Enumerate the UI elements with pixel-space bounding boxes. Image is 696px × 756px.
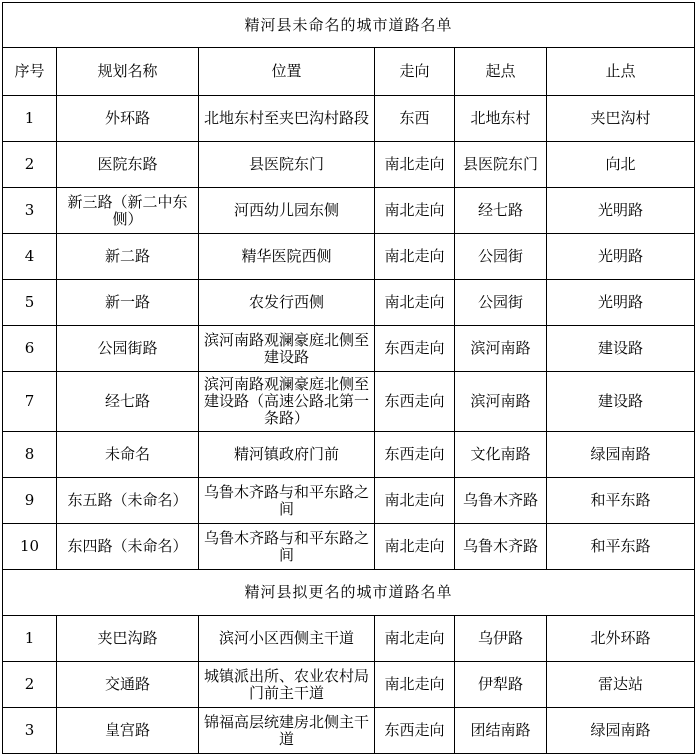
row-index-cell: 8 [3,432,57,478]
direction-cell: 东西走向 [375,432,455,478]
planned-name-cell: 皇宫路 [57,708,199,754]
planned-name-cell: 东四路（未命名） [57,524,199,570]
location-cell: 河西幼儿园东侧 [199,188,375,234]
table-row [3,662,695,708]
direction-cell: 东西走向 [375,326,455,372]
row-index-cell: 3 [3,188,57,234]
end-point-cell: 和平东路 [547,524,695,570]
header-direction: 走向 [375,48,455,96]
planned-name-cell: 夹巴沟路 [57,616,199,662]
row-index-cell: 5 [3,280,57,326]
row-index-cell: 1 [3,96,57,142]
end-point-cell: 夹巴沟村 [547,96,695,142]
table2-title-row [3,570,695,616]
row-index-cell: 1 [3,616,57,662]
road-list-body [3,3,695,754]
planned-name-cell: 经七路 [57,372,199,432]
start-point-cell: 公园街 [455,234,547,280]
row-index-cell: 10 [3,524,57,570]
table-row [3,234,695,280]
location-cell: 城镇派出所、农业农村局门前主干道 [199,662,375,708]
direction-cell: 南北走向 [375,662,455,708]
table-row [3,326,695,372]
direction-cell: 南北走向 [375,234,455,280]
start-point-cell: 滨河南路 [455,372,547,432]
planned-name-cell: 未命名 [57,432,199,478]
location-cell: 精华医院西侧 [199,234,375,280]
end-point-cell: 雷达站 [547,662,695,708]
start-point-cell: 乌鲁木齐路 [455,524,547,570]
start-point-cell: 文化南路 [455,432,547,478]
table-row [3,524,695,570]
planned-name-cell: 外环路 [57,96,199,142]
row-index-cell: 2 [3,662,57,708]
table-row [3,708,695,754]
row-index-cell: 9 [3,478,57,524]
row-index-cell: 2 [3,142,57,188]
end-point-cell: 绿园南路 [547,432,695,478]
table1-title-row [3,3,695,48]
direction-cell: 南北走向 [375,478,455,524]
start-point-cell: 团结南路 [455,708,547,754]
table-row [3,188,695,234]
location-cell: 滨河小区西侧主干道 [199,616,375,662]
start-point-cell: 公园街 [455,280,547,326]
location-cell: 乌鲁木齐路与和平东路之间 [199,478,375,524]
end-point-cell: 光明路 [547,234,695,280]
end-point-cell: 光明路 [547,188,695,234]
table-row [3,478,695,524]
row-index-cell: 6 [3,326,57,372]
start-point-cell: 经七路 [455,188,547,234]
planned-name-cell: 新一路 [57,280,199,326]
header-location: 位置 [199,48,375,96]
planned-name-cell: 医院东路 [57,142,199,188]
direction-cell: 东西走向 [375,708,455,754]
table-row [3,372,695,432]
direction-cell: 东西 [375,96,455,142]
direction-cell: 东西走向 [375,372,455,432]
start-point-cell: 县医院东门 [455,142,547,188]
location-cell: 乌鲁木齐路与和平东路之间 [199,524,375,570]
table2-title: 精河县拟更名的城市道路名单 [3,570,695,616]
header-row [3,48,695,96]
location-cell: 北地东村至夹巴沟村路段 [199,96,375,142]
end-point-cell: 和平东路 [547,478,695,524]
direction-cell: 南北走向 [375,188,455,234]
header-index: 序号 [3,48,57,96]
row-index-cell: 7 [3,372,57,432]
direction-cell: 南北走向 [375,524,455,570]
start-point-cell: 伊犁路 [455,662,547,708]
road-list-table [2,2,695,754]
header-end-point: 止点 [547,48,695,96]
table-row [3,96,695,142]
direction-cell: 南北走向 [375,616,455,662]
planned-name-cell: 新三路（新二中东侧） [57,188,199,234]
table-row [3,616,695,662]
start-point-cell: 北地东村 [455,96,547,142]
row-index-cell: 3 [3,708,57,754]
start-point-cell: 滨河南路 [455,326,547,372]
row-index-cell: 4 [3,234,57,280]
planned-name-cell: 公园街路 [57,326,199,372]
location-cell: 农发行西侧 [199,280,375,326]
end-point-cell: 向北 [547,142,695,188]
planned-name-cell: 新二路 [57,234,199,280]
location-cell: 滨河南路观澜豪庭北侧至建设路（高速公路北第一条路） [199,372,375,432]
location-cell: 县医院东门 [199,142,375,188]
table-row [3,432,695,478]
start-point-cell: 乌鲁木齐路 [455,478,547,524]
direction-cell: 南北走向 [375,280,455,326]
location-cell: 滨河南路观澜豪庭北侧至建设路 [199,326,375,372]
end-point-cell: 北外环路 [547,616,695,662]
planned-name-cell: 东五路（未命名） [57,478,199,524]
planned-name-cell: 交通路 [57,662,199,708]
end-point-cell: 绿园南路 [547,708,695,754]
end-point-cell: 建设路 [547,326,695,372]
location-cell: 锦福高层统建房北侧主干道 [199,708,375,754]
header-start-point: 起点 [455,48,547,96]
table1-title: 精河县未命名的城市道路名单 [3,3,695,48]
start-point-cell: 乌伊路 [455,616,547,662]
direction-cell: 南北走向 [375,142,455,188]
header-planned-name: 规划名称 [57,48,199,96]
end-point-cell: 光明路 [547,280,695,326]
table-row [3,142,695,188]
end-point-cell: 建设路 [547,372,695,432]
table-row [3,280,695,326]
location-cell: 精河镇政府门前 [199,432,375,478]
